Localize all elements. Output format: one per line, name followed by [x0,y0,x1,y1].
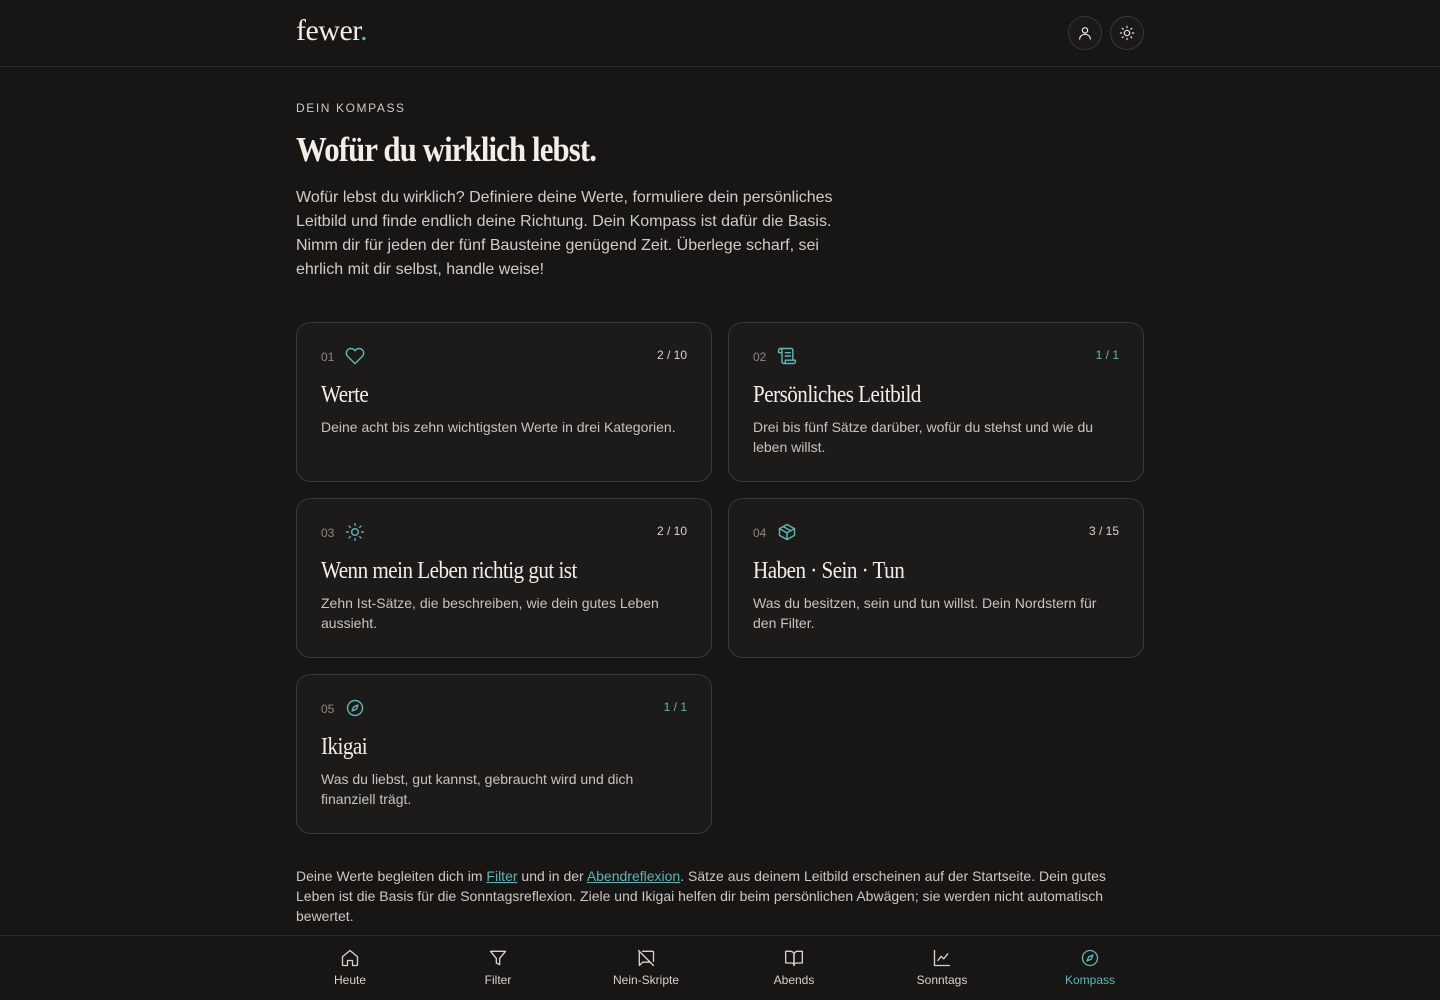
nav-label: Nein-Skripte [612,973,680,987]
card-progress: 1 / 1 [1095,348,1119,362]
nav-label: Sonntags [916,973,968,987]
card-ikigai[interactable] [296,674,712,834]
scroll-icon [777,346,797,366]
card-title: Persönliches Leitbild [753,382,921,408]
card-progress: 1 / 1 [663,700,687,714]
home-icon [340,948,360,968]
card-title: Wenn mein Leben richtig gut ist [321,558,577,584]
nav-label: Heute [333,973,367,987]
card-progress: 2 / 10 [656,348,687,362]
compass-icon [1080,948,1100,968]
card-title: Ikigai [321,734,368,760]
user-icon [1077,25,1093,41]
card-description: Was du besitzen, sein und tun willst. Dein Nordstern für den Filter. [753,595,1097,631]
card-leitbild[interactable] [728,322,1144,482]
sun-icon [1119,25,1135,41]
nav-label: Filter [484,973,512,987]
nav-item-kompass[interactable] [1016,936,1164,1000]
card-title: Haben · Sein · Tun [753,558,905,584]
nav-item-heute[interactable] [276,936,424,1000]
sun-icon [345,522,365,542]
page-title: Wofür du wirklich lebst. [296,130,597,169]
abendreflexion-link[interactable]: Abendreflexion [586,868,681,884]
compass-icon [345,698,365,718]
app-logo[interactable] [296,14,367,48]
logo-text: fewer [296,14,361,47]
card-number: 04 [753,526,767,540]
nav-label: Kompass [1064,973,1116,987]
account-button[interactable] [1068,16,1102,50]
card-number: 05 [321,702,335,716]
nav-item-filter[interactable] [424,936,572,1000]
heart-icon [345,346,365,366]
box-icon [777,522,797,542]
logo-dot: . [360,14,368,47]
theme-toggle-button[interactable] [1110,16,1144,50]
card-description: Zehn Ist-Sätze, die beschreiben, wie dein gutes Leben aussieht. [321,595,659,631]
card-progress: 3 / 15 [1088,524,1119,538]
card-haben-sein-tun[interactable] [728,498,1144,658]
card-number: 03 [321,526,335,540]
card-title: Werte [321,382,369,408]
filter-icon [488,948,508,968]
card-progress: 2 / 10 [656,524,687,538]
chart-line-icon [932,948,952,968]
card-number: 02 [753,350,767,364]
card-description: Drei bis fünf Sätze darüber, wofür du stehst und wie du leben willst. [753,419,1094,455]
nav-item-nein-skripte[interactable] [572,936,720,1000]
bottom-navigation [0,935,1440,1000]
card-description: Was du liebst, gut kannst, gebraucht wird und dich finanziell trägt. [321,771,634,807]
footnote-text: Deine Werte begleiten dich im Filter und in der Abendreflexion. Sätze aus deinem Leitbild erscheinen auf der Startseite. Dein gutes Leben ist die Basis für die Sonntagsreflexion. Ziele und Ikigai helfen dir beim persönlichen Abwägen; sie werden nicht automatisch bewertet. [296,868,1106,924]
nav-item-abends[interactable] [720,936,868,1000]
intro-text: Wofür lebst du wirklich? Definiere deine Werte, formuliere dein persönliches Leitbild und finde endlich deine Richtung. Dein Kompass ist dafür die Basis. Nimm dir für jeden der fünf Bausteine genügend Zeit. Überlege scharf, sei ehrlich mit dir selbst, handle weise! [296,189,833,278]
filter-link[interactable]: Filter [486,868,518,884]
card-werte[interactable] [296,322,712,482]
book-icon [784,948,804,968]
message-off-icon [636,948,656,968]
card-gutes-leben[interactable] [296,498,712,658]
section-eyebrow: DEIN KOMPASS [296,101,406,115]
nav-item-sonntags[interactable] [868,936,1016,1000]
card-number: 01 [321,350,335,364]
nav-label: Abends [773,973,815,987]
top-bar [0,0,1440,67]
card-description: Deine acht bis zehn wichtigsten Werte in drei Kategorien. [321,419,676,435]
